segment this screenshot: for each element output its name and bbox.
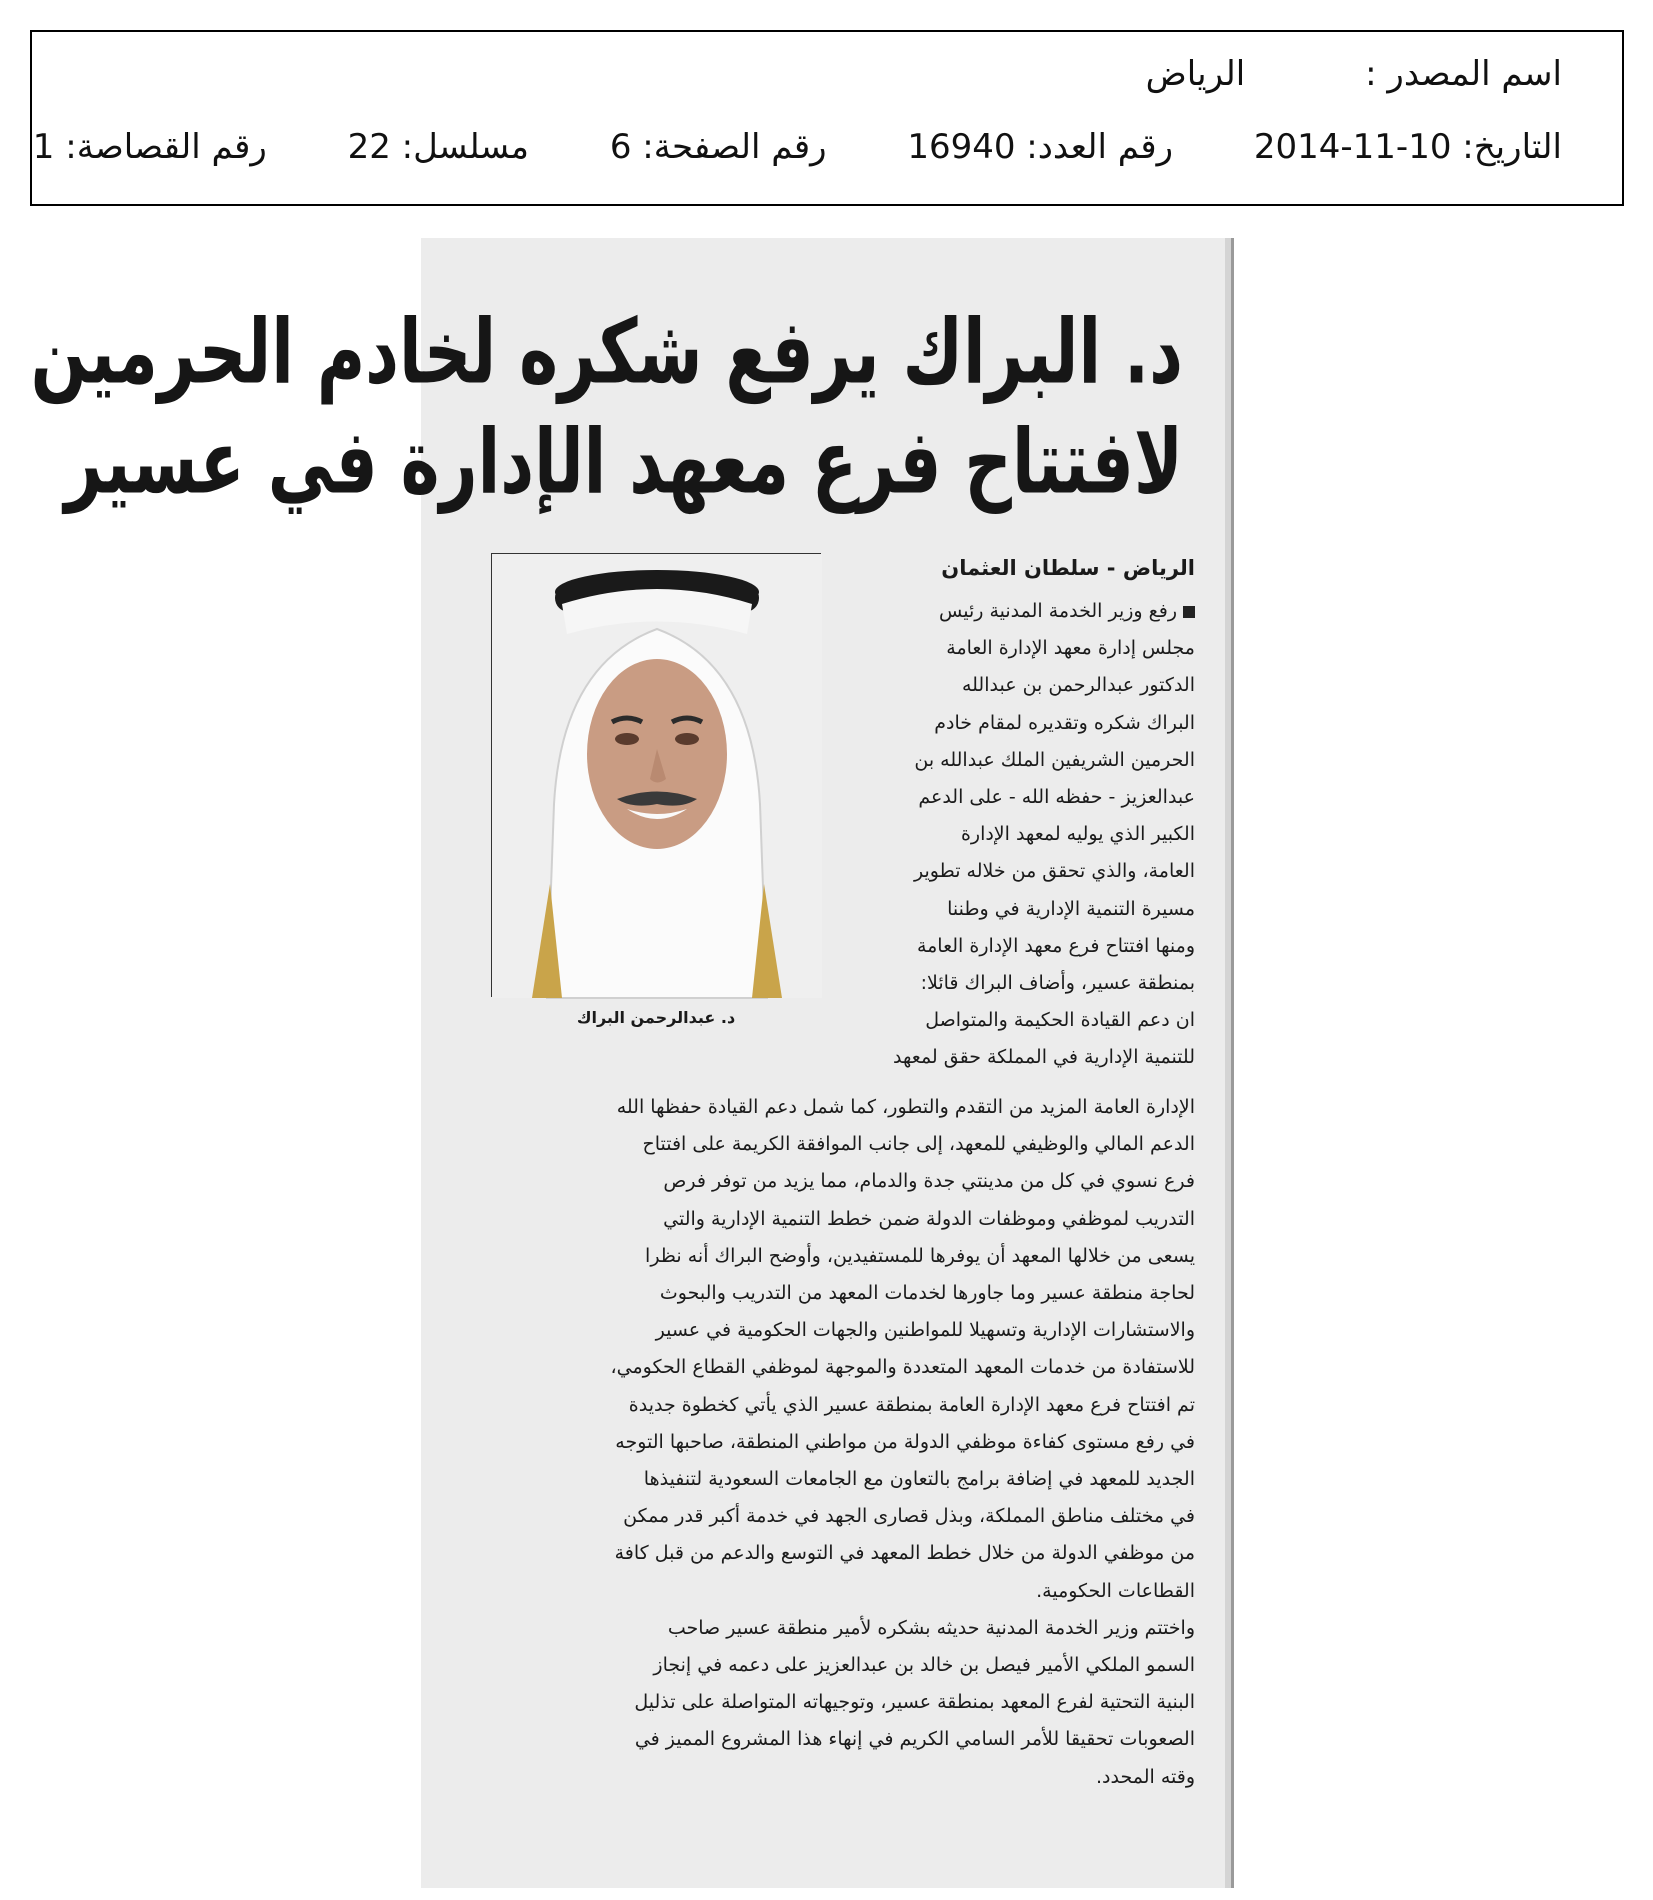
narrow-line: الكبير الذي يوليه لمعهد الإدارة [960,823,1195,846]
wide-line: والاستشارات الإدارية وتسهيلا للمواطنين والجهات الحكومية في عسير [655,1319,1195,1342]
wide-line: الجديد للمعهد في إضافة برامج بالتعاون مع الجامعات السعودية لتنفيذها [643,1468,1195,1491]
headline-line-1: د. البراك يرفع شكره لخادم الحرمين [30,300,1183,404]
square-bullet-icon [1183,606,1195,618]
wide-line: في رفع مستوى كفاءة موظفي الدولة من مواطني المنطقة، صاحبها التوجه [615,1430,1195,1453]
page-value: 6 [609,127,632,167]
wide-line: من موظفي الدولة من خلال خطط المعهد في التوسع والدعم من قبل كافة [614,1542,1195,1565]
source-row [1140,54,1562,94]
wide-line: وقته المحدد. [1095,1765,1195,1788]
wide-line: الدعم المالي والوظيفي للمعهد، إلى جانب الموافقة الكريمة على افتتاح [642,1133,1195,1156]
wide-line: القطاعات الحكومية. [1036,1579,1195,1602]
narrow-line: الحرمين الشريفين الملك عبدالله بن [914,748,1195,771]
narrow-line: رفع وزير الخدمة المدنية رئيس [835,593,1195,630]
source-value: الرياض [1145,54,1246,94]
page-label: رقم الصفحة: [642,127,827,167]
portrait-illustration [492,554,822,998]
byline: الرياض - سلطان العثمان [941,556,1195,580]
newspaper-clipping [30,238,1234,1888]
narrow-line: العامة، والذي تحقق من خلاله تطوير [914,860,1195,883]
source-label: اسم المصدر : [1365,54,1562,94]
wide-line: فرع نسوي في كل من مدينتي جدة والدمام، مما يزيد من توفر فرص [663,1170,1195,1193]
wide-line: واختتم وزير الخدمة المدنية حديثه بشكره لأمير منطقة عسير صاحب [667,1616,1195,1639]
issue-label: رقم العدد: [1026,127,1174,167]
clip-value: 1 [32,127,55,167]
photo-caption: د. عبدالرحمن البراك [576,1008,736,1027]
wide-line: التدريب لموظفي وموظفات الدولة ضمن خطط التنمية الإدارية والتي [663,1207,1195,1230]
wide-line: لحاجة منطقة عسير وما جاورها لخدمات المعهد من التدريب والبحوث [659,1282,1195,1305]
narrow-line: عبدالعزيز - حفظه الله - على الدعم [918,786,1195,809]
narrow-line: مسيرة التنمية الإدارية في وطننا [947,897,1195,920]
portrait-photo [491,553,821,997]
clip-label: رقم القصاصة: [65,127,267,167]
wide-column [460,1089,1195,1796]
narrow-line: بمنطقة عسير، وأضاف البراك قائلا: [920,972,1195,995]
wide-line: السمو الملكي الأمير فيصل بن خالد بن عبدالعزيز على دعمه في إنجاز [653,1654,1195,1677]
date-value: 2014-11-10 [1253,127,1452,167]
wide-line: البنية التحتية لفرع المعهد بمنطقة عسير، وتوجيهاته المتواصلة على تذليل [634,1691,1195,1714]
narrow-line: مجلس إدارة معهد الإدارة العامة [946,637,1195,660]
headline-line-2: لافتتاح فرع معهد الإدارة في عسير [64,410,1183,514]
narrow-line: الدكتور عبدالرحمن بن عبدالله [961,674,1195,697]
wide-line: تم افتتاح فرع معهد الإدارة العامة بمنطقة عسير الذي يأتي كخطوة جديدة [628,1393,1195,1416]
wide-line: يسعى من خلالها المعهد أن يوفرها للمستفيدين، وأوضح البراك أنه نظرا [645,1244,1195,1267]
serial-value: 22 [347,127,391,167]
wide-line: الصعوبات تحقيقا للأمر السامي الكريم في إنهاء هذا المشروع المميز في [634,1728,1195,1751]
narrow-line: للتنمية الإدارية في المملكة حقق لمعهد [893,1046,1195,1069]
source-info-box [30,30,1624,206]
serial-label: مسلسل: [401,127,529,167]
wide-line: الإدارة العامة المزيد من التقدم والتطور، كما شمل دعم القيادة حفظها الله [616,1096,1195,1118]
date-label: التاريخ: [1462,127,1562,167]
narrow-line: البراك شكره وتقديره لمقام خادم [934,711,1195,734]
wide-line: للاستفادة من خدمات المعهد المتعددة والموجهة لموظفي القطاع الحكومي، [610,1356,1195,1379]
issue-value: 16940 [907,127,1016,167]
metadata-row [27,127,1562,167]
narrow-line: ان دعم القيادة الحكيمة والمتواصل [925,1009,1195,1032]
narrow-column [835,593,1195,1077]
narrow-line: ومنها افتتاح فرع معهد الإدارة العامة [916,934,1195,957]
wide-line: في مختلف مناطق المملكة، وبذل قصارى الجهد في خدمة أكبر قدر ممكن [623,1505,1195,1528]
